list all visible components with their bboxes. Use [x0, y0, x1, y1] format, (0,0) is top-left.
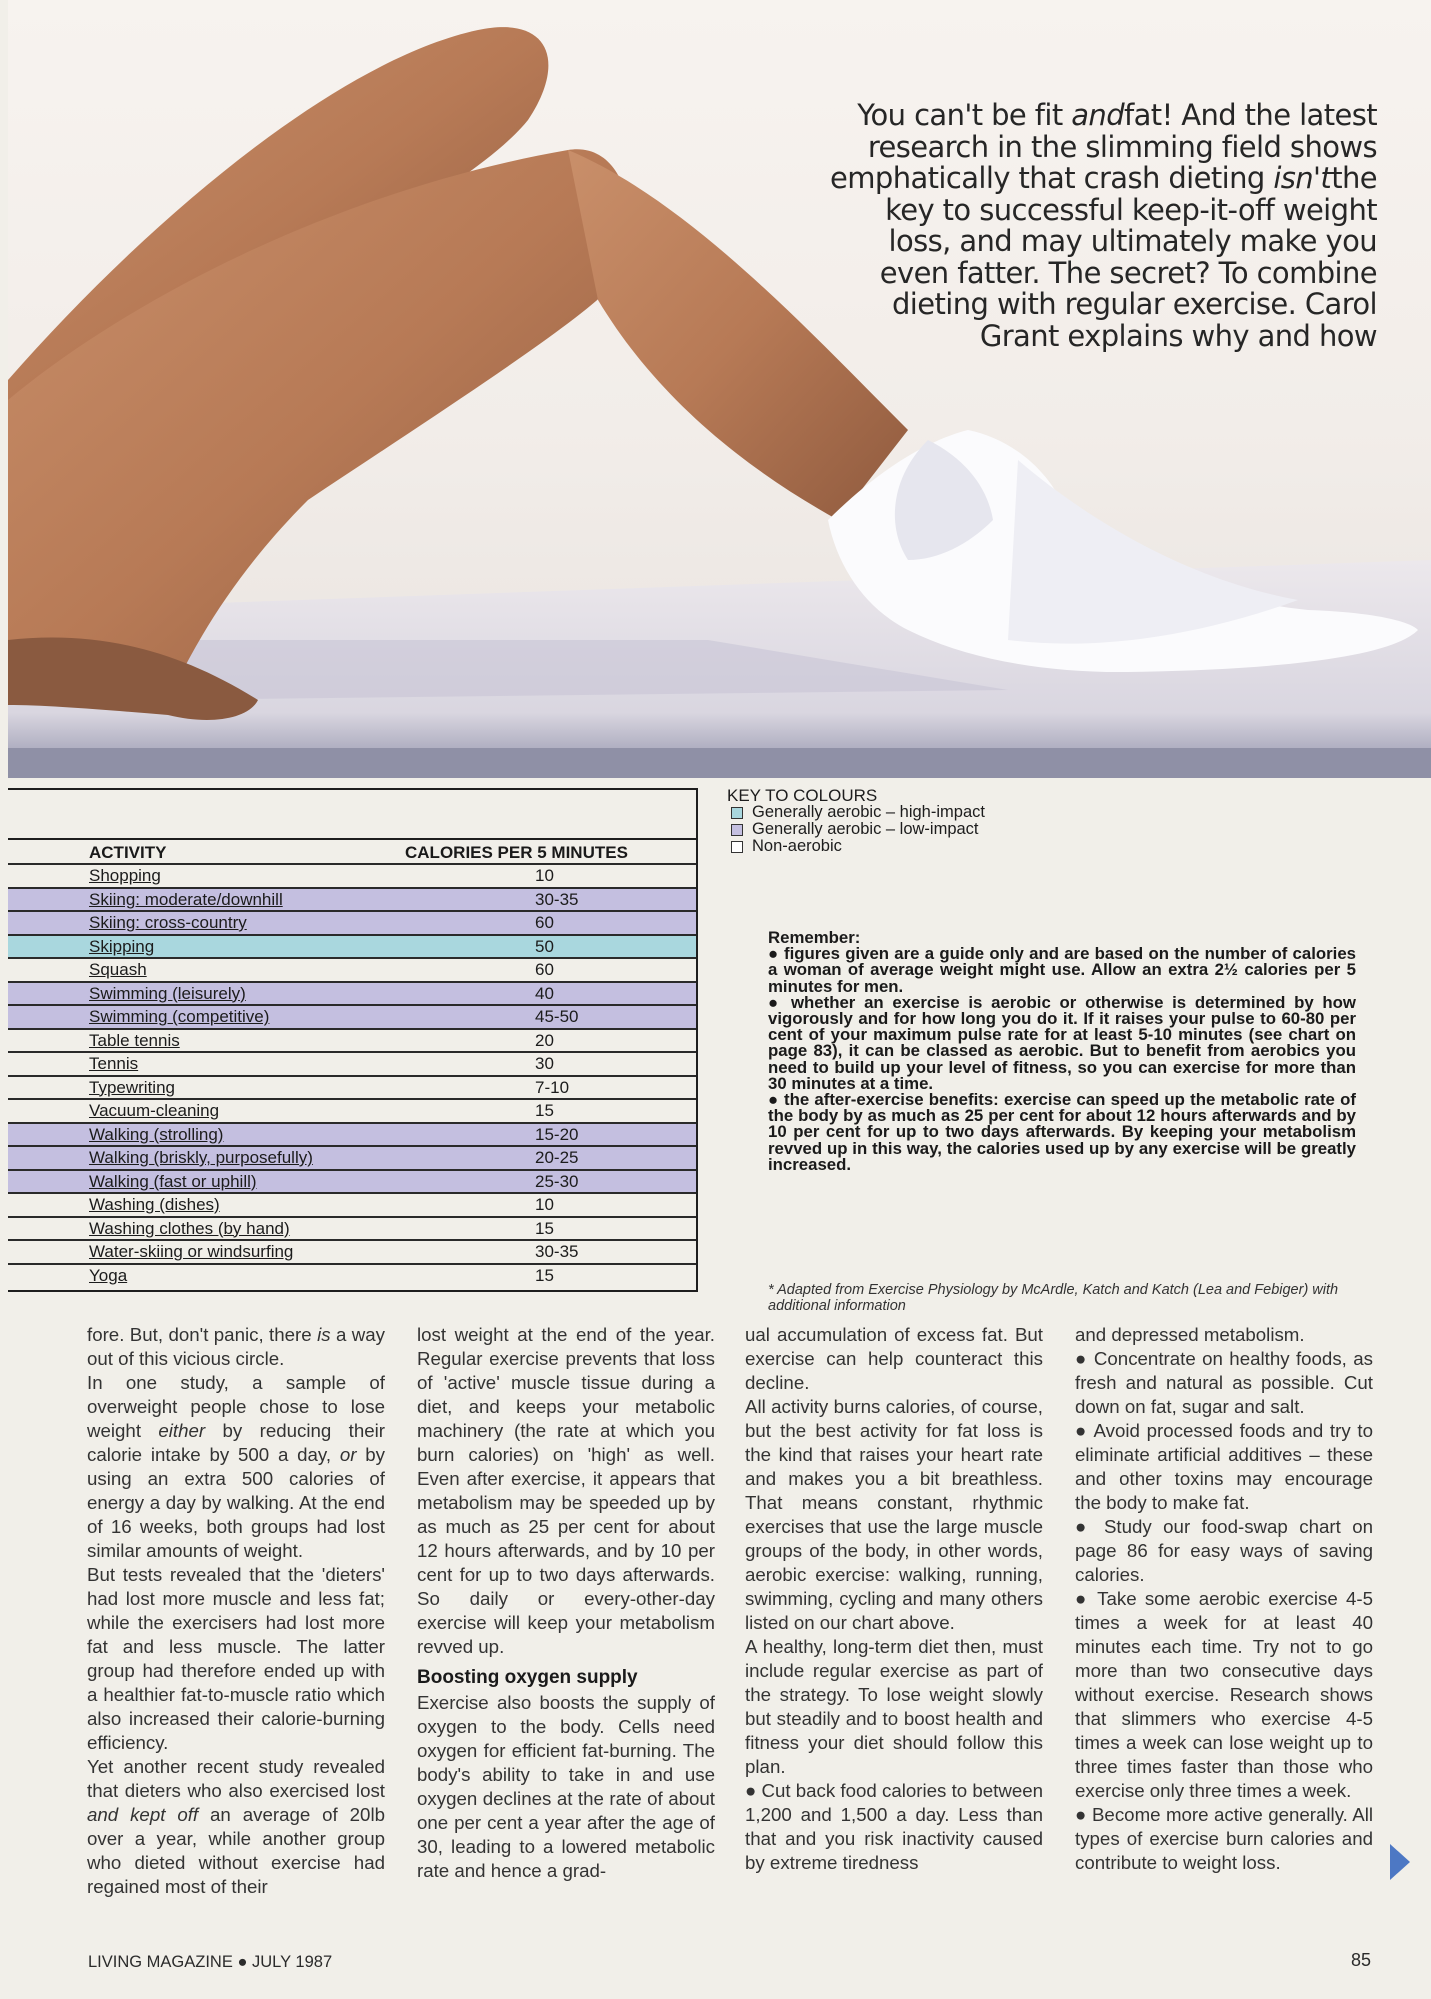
table-row — [8, 1004, 696, 1028]
table-row — [8, 957, 696, 981]
bullet-point: ● Avoid processed foods and try to eliminate artificial additives – these and other toxins may encourage the body to make fat. — [1075, 1420, 1373, 1513]
calories-cell: 45-50 — [535, 1007, 579, 1026]
activity-cell: Washing clothes (by hand) — [89, 1218, 290, 1238]
table-row — [8, 1216, 696, 1240]
key-title: KEY TO COLOURS — [727, 786, 878, 805]
activity-cell: Walking (strolling) — [89, 1124, 224, 1144]
key-item-high-impact: Generally aerobic – high-impact — [727, 804, 985, 821]
table-row — [8, 1098, 696, 1122]
paragraph: Exercise also boosts the supply of oxygen to the body. Cells need oxygen for efficient fat-burning. The body's ability to take in and use oxygen declines at the rate of about one per cent a year after the age of 30, leading to a lowered metabolic rate and hence a grad- — [417, 1692, 715, 1881]
bullet-point: ● Concentrate on healthy foods, as fresh and natural as possible. Cut down on fat, sugar and salt. — [1075, 1348, 1374, 1417]
paragraph: lost weight at the end of the year. Regular exercise prevents that loss of 'active' muscle tissue during a diet, and keeps your metabolic machinery (the rate at which you burn calories) on 'high' as well. Even after exercise, it appears that metabolism may be speeded up by as much as 25 per cent for about 12 hours afterwards, and by 10 per cent for up to two days afterwards. So daily or every-other-day exercise will keep your metabolism revved up. — [417, 1324, 715, 1657]
calories-cell: 30-35 — [535, 1242, 579, 1261]
activity-cell: Skipping — [89, 936, 155, 956]
subheading-oxygen: Boosting oxygen supply — [417, 1667, 638, 1688]
activity-cell: Walking (briskly, purposefully) — [89, 1148, 313, 1167]
paragraph: ual accumulation of excess fat. But exercise can help counteract this decline. — [745, 1324, 1043, 1393]
activity-cell: Shopping — [89, 866, 161, 885]
body-column-2 — [417, 1323, 715, 1883]
activity-cell: Swimming (competitive) — [89, 1007, 270, 1026]
table-row — [8, 1028, 696, 1052]
activity-cell: Walking (fast or uphill) — [89, 1171, 257, 1191]
body-column-3 — [745, 1323, 1043, 1875]
table-row — [8, 887, 696, 911]
key-item-non-aerobic: Non-aerobic — [727, 838, 985, 855]
table-row — [8, 1169, 696, 1193]
continue-arrow-icon — [1388, 1842, 1412, 1882]
table-header — [8, 838, 696, 865]
bullet-point: ● Study our food-swap chart on page 86 for easy ways of saving calories. — [1075, 1516, 1373, 1585]
bullet-point: ● Take some aerobic exercise 4-5 times a week for at least 40 minutes each time. Try not to go more than two consecutive days without exercise. Research shows that slimmers who exercise 4-5 times a week can lose weight up to three times faster than those who exercise only three times a week. — [1075, 1588, 1373, 1801]
table-row — [8, 863, 696, 887]
header-calories: CALORIES PER 5 MINUTES — [405, 843, 628, 862]
source-footnote: * Adapted from Exercise Physiology by McArdle, Katch and Katch (Lea and Febiger) with additional information — [768, 1282, 1339, 1314]
activity-cell: Skiing: cross-country — [89, 913, 247, 932]
key-item-low-impact: Generally aerobic – low-impact — [727, 821, 985, 838]
body-column-4 — [1075, 1323, 1373, 1875]
intro-text: You can't be fit andfat! And the latest research in the slimming field shows emphatically that crash dieting isn'tthe key to successful keep-it-off weight loss, and may ultimately make you even fatter. The secret? To combine dieting with regular exercise. Carol Grant explains why and how — [830, 98, 1377, 353]
colour-key — [727, 787, 985, 855]
calories-cell: 30-35 — [535, 889, 579, 909]
calories-cell: 15 — [535, 1265, 554, 1285]
swatch-high-impact — [731, 807, 743, 819]
calories-cell: 40 — [535, 983, 554, 1003]
table-row — [8, 981, 696, 1005]
remember-box — [768, 930, 1356, 1173]
table-row — [8, 934, 696, 958]
table-row — [8, 1051, 696, 1075]
swatch-low-impact — [731, 824, 743, 836]
calories-cell: 60 — [535, 913, 554, 932]
calories-cell: 15 — [535, 1101, 554, 1120]
calories-cell: 20-25 — [535, 1148, 579, 1167]
calories-cell: 15 — [535, 1218, 554, 1238]
paragraph: A healthy, long-term diet then, must include regular exercise as part of the strategy. To lose weight slowly but steadily and to boost health and fitness your diet should follow this plan. — [745, 1636, 1043, 1777]
calories-cell: 60 — [535, 960, 554, 979]
table-row — [8, 1192, 696, 1216]
paragraph: But tests revealed that the 'dieters' had lost more muscle and less fat; while the exercisers had lost more fat and less muscle. The latter group had therefore ended up with a healthier fat-to-muscle ratio which also increased their calorie-burning efficiency. — [87, 1564, 385, 1753]
activity-cell: Water-skiing or windsurfing — [89, 1242, 294, 1261]
paragraph: All activity burns calories, of course, but the best activity for fat loss is the kind that raises your heart rate and makes you a bit breathless. That means constant, rhythmic exercises that use the large muscle groups of the body, in other words, aerobic exercise: walking, running, swimming, cycling and many others listed on our chart above. — [745, 1396, 1043, 1633]
activity-cell: Swimming (leisurely) — [89, 983, 246, 1003]
paragraph: fore. But, don't panic, there is a way out of this vicious circle. — [87, 1324, 385, 1369]
calories-cell: 10 — [535, 866, 554, 885]
calories-cell: 30 — [535, 1054, 554, 1073]
activity-cell: Vacuum-cleaning — [89, 1101, 220, 1120]
page-number: 85 — [1351, 1950, 1372, 1970]
table-row — [8, 1263, 696, 1287]
header-activity: ACTIVITY — [89, 843, 167, 862]
activity-cell: Typewriting — [89, 1077, 175, 1097]
table-row — [8, 1145, 696, 1169]
activity-cell: Table tennis — [89, 1030, 180, 1050]
activity-cell: Skiing: moderate/downhill — [89, 889, 283, 909]
activity-cell: Squash — [89, 960, 147, 979]
calories-cell: 25-30 — [535, 1171, 579, 1191]
calories-cell: 50 — [535, 936, 554, 956]
activity-cell: Yoga — [89, 1265, 128, 1285]
paragraph: Yet another recent study revealed that dieters who also exercised lost and kept off an average of 20lb over a year, while another group who dieted without exercise had regained most of their — [87, 1756, 385, 1897]
remember-bullet-2: ● whether an exercise is aerobic or otherwise is determined by how vigorously and for how long you do it. If it raises your pulse to 60-80 per cent of your maximum pulse rate for at least 5-10 minutes (see chart on page 83), it can be classed as aerobic. But to benefit from aerobics you need to build up your level of fitness, so you can exercise for more than 30 minutes at a time. — [768, 992, 1356, 1093]
body-column-1 — [87, 1323, 385, 1899]
remember-bullet-1: ● figures given are a guide only and are based on the number of calories a woman of average weight might use. Allow an extra 2½ calories per 5 minutes for men. — [768, 944, 1356, 996]
table-row — [8, 910, 696, 934]
paragraph: and depressed metabolism. — [1075, 1324, 1305, 1345]
table-row — [8, 1122, 696, 1146]
remember-bullet-3: ● the after-exercise benefits: exercise can speed up the metabolic rate of the body by as much as 25 per cent for about 12 hours afterwards and by 10 per cent for up to two days afterwards. By keeping your metabolism revved up in this way, the calories used up by any exercise will be greatly increased. — [768, 1090, 1356, 1174]
hero-photo — [8, 0, 1431, 778]
paragraph: In one study, a sample of overweight people chose to lose weight either by reducing their calorie intake by 500 a day, or by using an extra 500 calories of energy a day by walking. At the end of 16 weeks, both groups had lost similar amounts of weight. — [87, 1372, 386, 1561]
calories-cell: 7-10 — [535, 1077, 570, 1097]
activity-cell: Washing (dishes) — [89, 1195, 220, 1214]
calories-cell: 10 — [535, 1195, 554, 1214]
calories-cell: 20 — [535, 1030, 554, 1050]
bullet-point: ● Cut back food calories to between 1,200 and 1,500 a day. Less than that and you risk inactivity caused by extreme tiredness — [745, 1780, 1044, 1873]
swatch-non-aerobic — [731, 841, 743, 853]
bullet-point: ● Become more active generally. All types of exercise burn calories and contribute to weight loss. — [1075, 1804, 1374, 1873]
calorie-table — [8, 788, 698, 1292]
calories-cell: 15-20 — [535, 1124, 579, 1144]
footer-magazine: LIVING MAGAZINE ● JULY 1987 — [88, 1953, 333, 1971]
remember-title: Remember: — [768, 928, 861, 947]
activity-cell: Tennis — [89, 1054, 139, 1073]
table-row — [8, 1075, 696, 1099]
table-row — [8, 1239, 696, 1263]
